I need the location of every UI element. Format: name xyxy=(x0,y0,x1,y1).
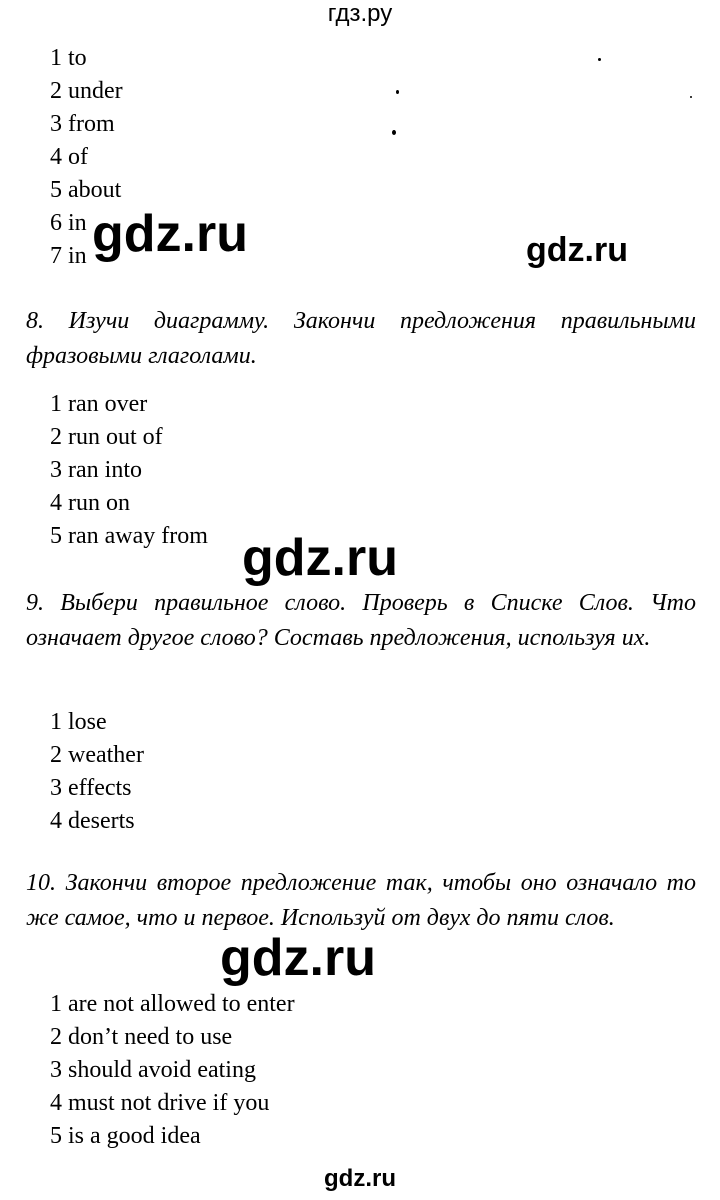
list-item: 3 from xyxy=(50,111,115,137)
list-item: 5 about xyxy=(50,177,122,203)
list-item: 5 is a good idea xyxy=(50,1123,201,1149)
list-item: 3 should avoid eating xyxy=(50,1057,256,1083)
list-item: 6 in xyxy=(50,210,87,236)
list-item: 1 are not allowed to enter xyxy=(50,991,295,1017)
task-9-answers xyxy=(50,706,144,838)
list-item: 2 under xyxy=(50,78,123,104)
scan-speck xyxy=(396,90,399,94)
task-8-answers xyxy=(50,388,208,553)
list-item: 2 weather xyxy=(50,742,144,768)
scan-speck xyxy=(598,58,601,61)
list-item: 7 in xyxy=(50,243,87,269)
task-8-instruction: 8. Изучи диаграмму. Закончи предложения правильными фразовыми глаголами. xyxy=(26,308,696,369)
list-item: 4 of xyxy=(50,144,88,170)
task-10-answers xyxy=(50,988,295,1153)
list-item: 4 deserts xyxy=(50,808,135,834)
watermark: gdz.ru xyxy=(526,231,628,269)
watermark: gdz.ru xyxy=(220,929,376,987)
list-item: 1 ran over xyxy=(50,391,148,417)
list-item: 3 ran into xyxy=(50,457,142,483)
list-item: 1 lose xyxy=(50,709,107,735)
site-header: гдз.ру xyxy=(327,0,393,27)
scan-speck xyxy=(690,96,692,98)
task-10-instruction: 10. Закончи второе предложение так, чтобы оно означало то же самое, что и первое. Используй от двух до пяти слов. xyxy=(26,870,696,931)
scan-speck xyxy=(392,130,396,135)
watermark: gdz.ru xyxy=(92,205,248,263)
list-item: 4 must not drive if you xyxy=(50,1090,270,1116)
list-item: 1 to xyxy=(50,45,87,71)
list-item: 2 run out of xyxy=(50,424,163,450)
list-item: 3 effects xyxy=(50,775,132,801)
watermark: gdz.ru xyxy=(242,529,398,587)
list-item: 5 ran away from xyxy=(50,523,208,549)
footer-watermark: gdz.ru xyxy=(324,1165,396,1192)
list-item: 4 run on xyxy=(50,490,130,516)
list-item: 2 don’t need to use xyxy=(50,1024,233,1050)
task-9-instruction: 9. Выбери правильное слово. Проверь в Списке Слов. Что означает другое слово? Составь предложения, используя их. xyxy=(26,590,696,651)
